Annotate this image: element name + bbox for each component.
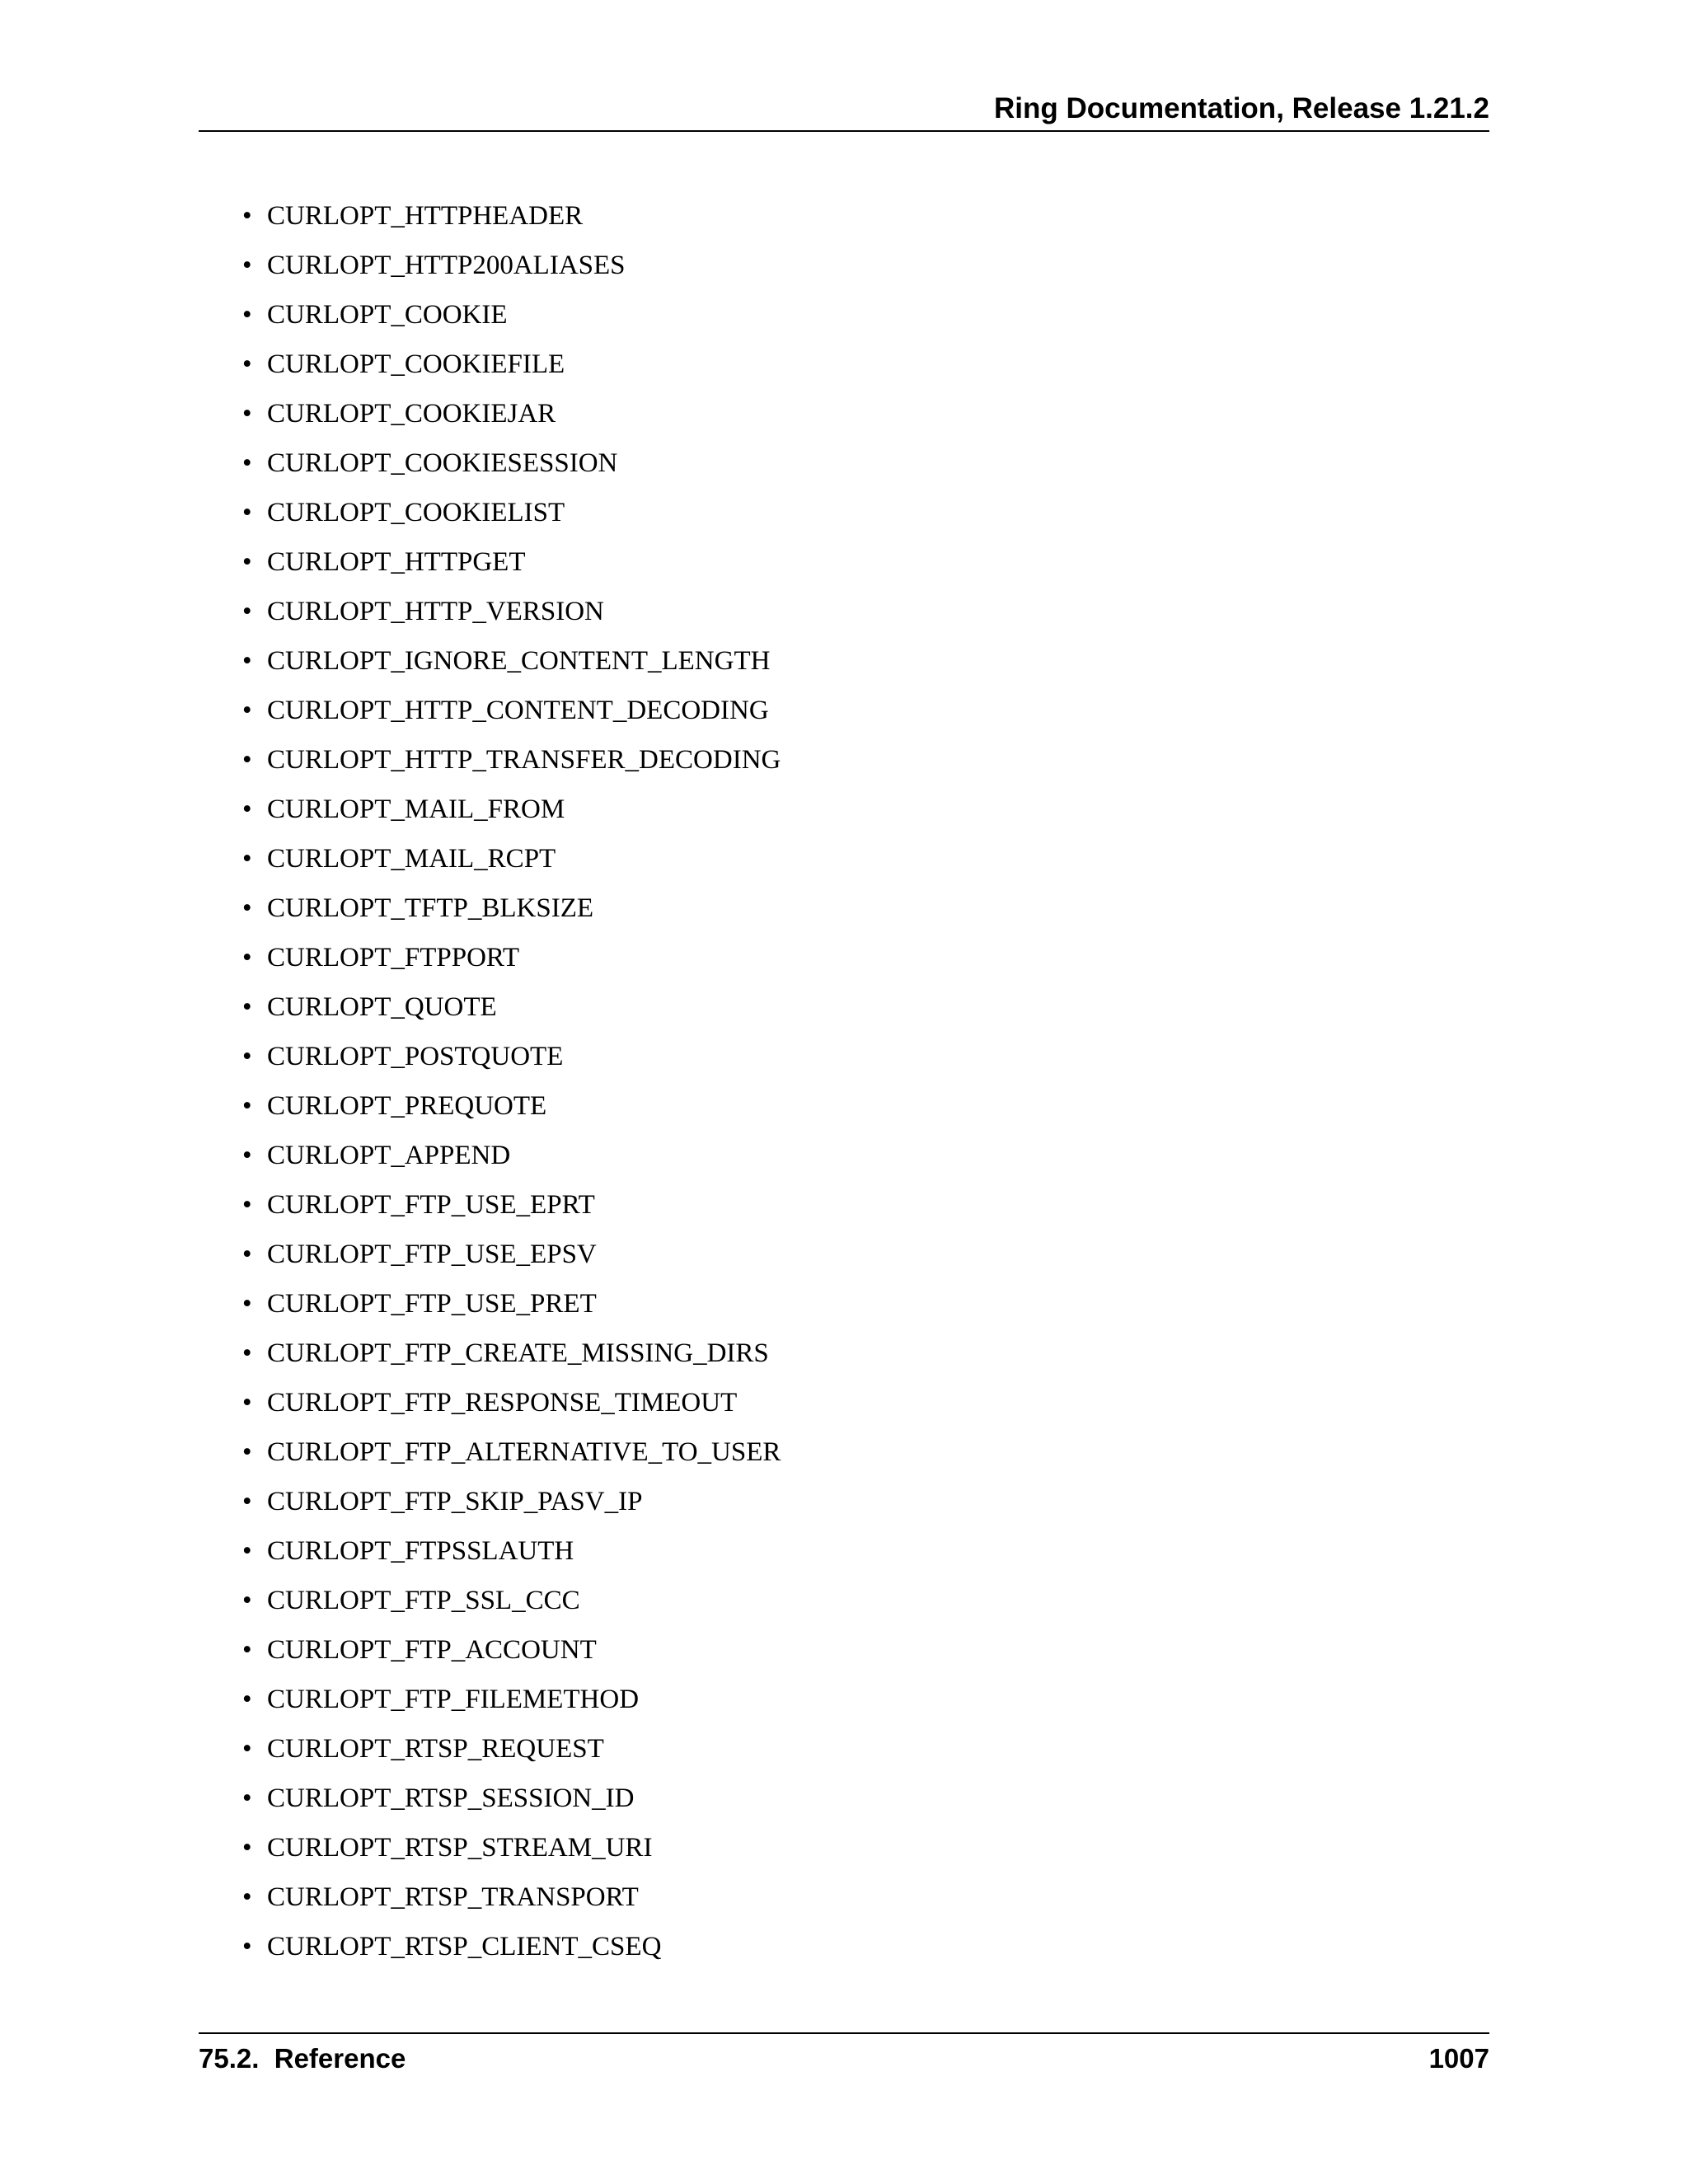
- list-item: [239, 396, 781, 445]
- list-item: [239, 1731, 781, 1780]
- list-item: [239, 1286, 781, 1335]
- option-name: CURLOPT_APPEND: [267, 1141, 511, 1170]
- option-name: CURLOPT_RTSP_SESSION_ID: [267, 1783, 635, 1813]
- bullet-icon: •: [242, 1882, 252, 1912]
- bullet-icon: •: [242, 646, 252, 676]
- list-item: [239, 297, 781, 346]
- option-name: CURLOPT_FTP_ALTERNATIVE_TO_USER: [267, 1437, 781, 1467]
- bullet-icon: •: [242, 1091, 252, 1121]
- list-item: [239, 1088, 781, 1137]
- list-item: [239, 1632, 781, 1681]
- option-name: CURLOPT_COOKIEJAR: [267, 399, 556, 429]
- list-item: [239, 494, 781, 544]
- page-header: [199, 89, 1489, 132]
- list-item: [239, 445, 781, 494]
- option-name: CURLOPT_TFTP_BLKSIZE: [267, 893, 594, 923]
- list-item: [239, 1137, 781, 1187]
- list-item: [239, 1533, 781, 1582]
- list-item: [239, 1582, 781, 1632]
- list-item: [239, 940, 781, 989]
- bullet-icon: •: [242, 893, 252, 923]
- option-name: CURLOPT_FTP_RESPONSE_TIMEOUT: [267, 1388, 738, 1418]
- bullet-icon: •: [242, 547, 252, 577]
- list-item: [239, 791, 781, 841]
- option-name: CURLOPT_RTSP_TRANSPORT: [267, 1882, 639, 1912]
- bullet-icon: •: [242, 1932, 252, 1961]
- option-name: CURLOPT_RTSP_REQUEST: [267, 1734, 604, 1764]
- list-item: [239, 1929, 781, 1978]
- list-item: [239, 1879, 781, 1929]
- list-item: [239, 1681, 781, 1731]
- option-name: CURLOPT_QUOTE: [267, 992, 497, 1022]
- option-name: CURLOPT_FTP_CREATE_MISSING_DIRS: [267, 1338, 769, 1368]
- option-name: CURLOPT_FTP_SKIP_PASV_IP: [267, 1487, 643, 1516]
- option-name: CURLOPT_IGNORE_CONTENT_LENGTH: [267, 646, 771, 676]
- option-name: CURLOPT_COOKIELIST: [267, 498, 565, 527]
- list-item: [239, 1236, 781, 1286]
- list-item: [239, 1335, 781, 1385]
- bullet-icon: •: [242, 1685, 252, 1714]
- bullet-icon: •: [242, 251, 252, 280]
- option-name: CURLOPT_RTSP_CLIENT_CSEQ: [267, 1932, 662, 1961]
- bullet-icon: •: [242, 1141, 252, 1170]
- option-name: CURLOPT_MAIL_RCPT: [267, 844, 556, 874]
- bullet-icon: •: [242, 1635, 252, 1665]
- option-name: CURLOPT_FTP_USE_PRET: [267, 1289, 597, 1319]
- bullet-icon: •: [242, 1734, 252, 1764]
- option-name: CURLOPT_HTTP_CONTENT_DECODING: [267, 696, 769, 725]
- option-name: CURLOPT_POSTQUOTE: [267, 1042, 564, 1071]
- bullet-icon: •: [242, 1190, 252, 1220]
- bullet-icon: •: [242, 1042, 252, 1071]
- list-item: [239, 346, 781, 396]
- list-item: [239, 841, 781, 890]
- list-item: [239, 692, 781, 742]
- option-name: CURLOPT_FTP_ACCOUNT: [267, 1635, 597, 1665]
- option-name: CURLOPT_COOKIE: [267, 300, 508, 330]
- document-title: Ring Documentation, Release 1.21.2: [993, 92, 1489, 124]
- list-item: [239, 544, 781, 593]
- bullet-icon: •: [242, 1240, 252, 1269]
- page-number: 1007: [1428, 2043, 1489, 2074]
- bullet-icon: •: [242, 844, 252, 874]
- list-item: [239, 1483, 781, 1533]
- bullet-icon: •: [242, 1289, 252, 1319]
- option-name: CURLOPT_HTTPGET: [267, 547, 526, 577]
- bullet-icon: •: [242, 745, 252, 775]
- option-name: CURLOPT_FTP_USE_EPRT: [267, 1190, 595, 1220]
- bullet-icon: •: [242, 1487, 252, 1516]
- list-item: [239, 1385, 781, 1434]
- bullet-icon: •: [242, 300, 252, 330]
- list-item: [239, 742, 781, 791]
- bullet-icon: •: [242, 1783, 252, 1813]
- list-item: [239, 989, 781, 1038]
- bullet-icon: •: [242, 597, 252, 626]
- bullet-icon: •: [242, 696, 252, 725]
- list-item: [239, 1830, 781, 1879]
- option-name: CURLOPT_HTTP200ALIASES: [267, 251, 626, 280]
- option-name: CURLOPT_COOKIESESSION: [267, 448, 618, 478]
- bullet-icon: •: [242, 1338, 252, 1368]
- bullet-icon: •: [242, 1437, 252, 1467]
- bullet-icon: •: [242, 1388, 252, 1418]
- page-footer: [199, 2032, 1489, 2082]
- list-item: [239, 1434, 781, 1483]
- section-reference: 75.2. Reference: [199, 2043, 406, 2074]
- bullet-icon: •: [242, 399, 252, 429]
- bullet-icon: •: [242, 349, 252, 379]
- list-item: [239, 643, 781, 692]
- bullet-icon: •: [242, 1536, 252, 1566]
- curl-option-list: [239, 198, 781, 1978]
- option-name: CURLOPT_PREQUOTE: [267, 1091, 547, 1121]
- bullet-icon: •: [242, 448, 252, 478]
- option-name: CURLOPT_HTTPHEADER: [267, 201, 584, 231]
- option-name: CURLOPT_FTPPORT: [267, 943, 520, 972]
- bullet-icon: •: [242, 201, 252, 231]
- list-item: [239, 198, 781, 247]
- list-item: [239, 890, 781, 940]
- list-item: [239, 247, 781, 297]
- list-item: [239, 593, 781, 643]
- list-item: [239, 1780, 781, 1830]
- option-name: CURLOPT_FTP_USE_EPSV: [267, 1240, 597, 1269]
- option-name: CURLOPT_FTPSSLAUTH: [267, 1536, 574, 1566]
- bullet-icon: •: [242, 794, 252, 824]
- option-name: CURLOPT_MAIL_FROM: [267, 794, 565, 824]
- bullet-icon: •: [242, 943, 252, 972]
- option-name: CURLOPT_RTSP_STREAM_URI: [267, 1833, 653, 1863]
- bullet-icon: •: [242, 1586, 252, 1615]
- option-name: CURLOPT_HTTP_VERSION: [267, 597, 604, 626]
- list-item: [239, 1187, 781, 1236]
- option-name: CURLOPT_FTP_SSL_CCC: [267, 1586, 580, 1615]
- option-name: CURLOPT_COOKIEFILE: [267, 349, 565, 379]
- option-name: CURLOPT_HTTP_TRANSFER_DECODING: [267, 745, 781, 775]
- bullet-icon: •: [242, 498, 252, 527]
- option-name: CURLOPT_FTP_FILEMETHOD: [267, 1685, 640, 1714]
- bullet-icon: •: [242, 1833, 252, 1863]
- list-item: [239, 1038, 781, 1088]
- bullet-icon: •: [242, 992, 252, 1022]
